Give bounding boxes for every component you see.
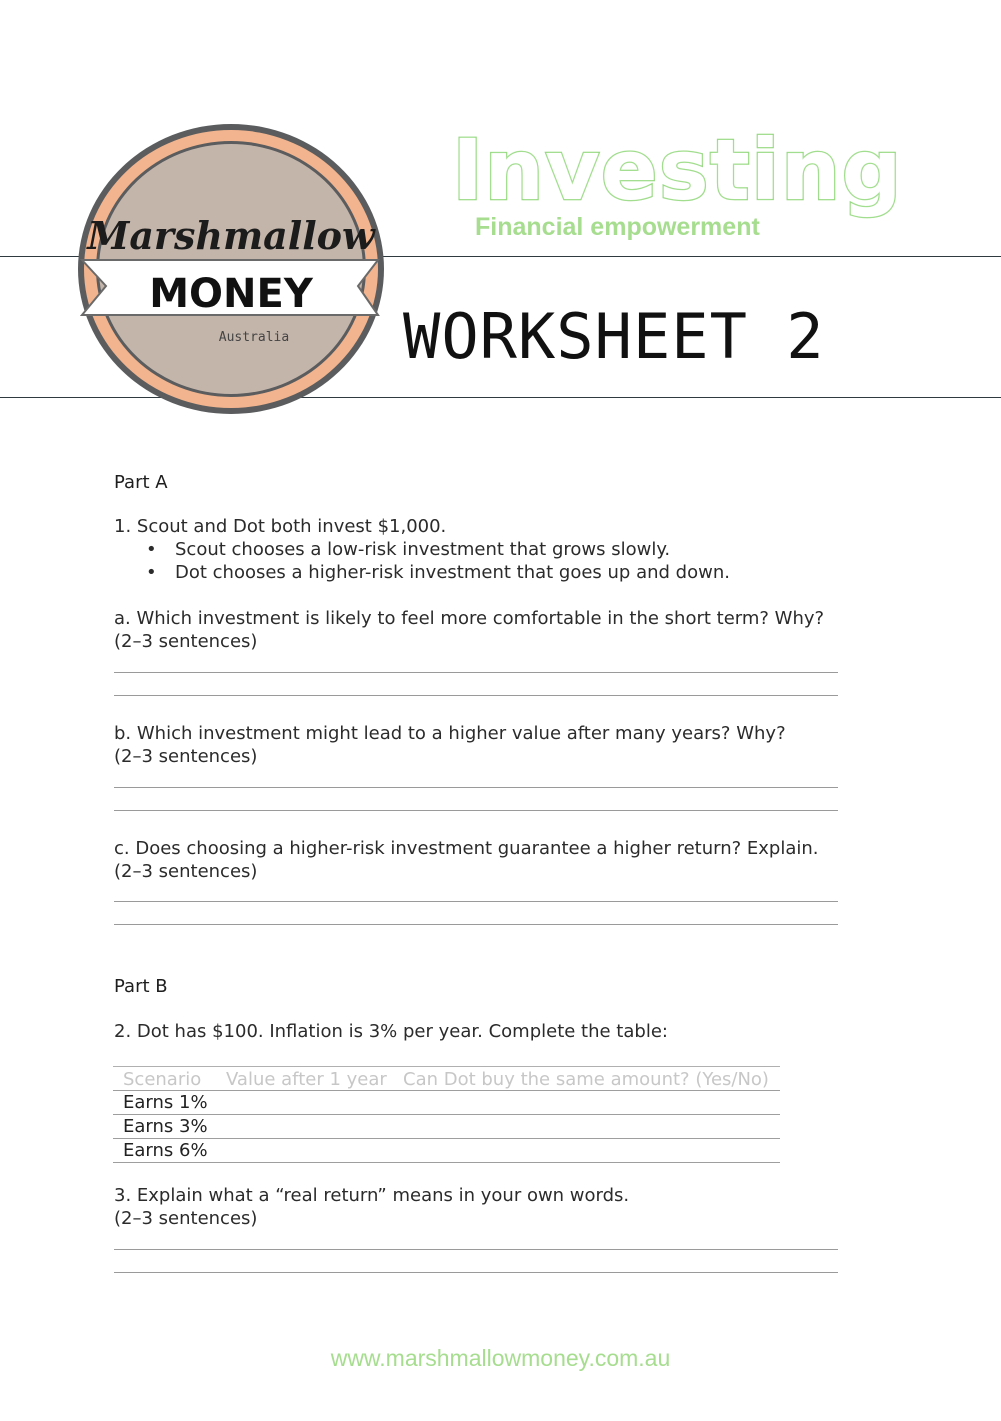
table-header-scenario: Scenario [123, 1069, 202, 1090]
table-row[interactable] [113, 1091, 780, 1115]
table-header-buy-same: Can Dot buy the same amount? (Yes/No) [403, 1069, 769, 1090]
list-item: • Scout chooses a low-risk investment that grows slowly. [114, 538, 730, 561]
question-3: 3. Explain what a “real return” means in your own words. [114, 1185, 630, 1206]
logo-country-text: Australia [218, 330, 290, 345]
question-1: 1. Scout and Dot both invest $1,000. [114, 516, 447, 537]
answer-line[interactable] [114, 1272, 838, 1273]
marshmallow-money-logo [76, 122, 386, 416]
footer-url[interactable]: www.marshmallowmoney.com.au [330, 1345, 671, 1371]
table-row[interactable] [113, 1139, 780, 1163]
question-b-hint: (2–3 sentences) [114, 746, 258, 767]
question-2: 2. Dot has $100. Inflation is 3% per year. Complete the table: [114, 1021, 668, 1042]
table-cell-scenario: Earns 6% [123, 1140, 208, 1161]
table-row[interactable] [113, 1115, 780, 1139]
answer-line[interactable] [114, 695, 838, 696]
table-header-row [113, 1066, 780, 1091]
answer-line[interactable] [114, 810, 838, 811]
part-b-heading: Part B [114, 976, 168, 997]
table-cell-scenario: Earns 1% [123, 1092, 208, 1113]
part-a-heading: Part A [114, 472, 168, 493]
logo-money-text: MONEY [149, 271, 313, 317]
answer-line[interactable] [114, 787, 838, 788]
question-c-hint: (2–3 sentences) [114, 861, 258, 882]
table-header-value: Value after 1 year [226, 1069, 387, 1090]
worksheet-label: WORKSHEET 2 [403, 300, 825, 373]
question-b: b. Which investment might lead to a higher value after many years? Why? [114, 723, 786, 744]
question-1-bullets [114, 538, 730, 584]
answer-line[interactable] [114, 924, 838, 925]
question-c: c. Does choosing a higher-risk investment guarantee a higher return? Explain. [114, 838, 819, 859]
page-title: Investing [452, 121, 903, 219]
answer-line[interactable] [114, 672, 838, 673]
list-item: • Dot chooses a higher-risk investment that goes up and down. [114, 561, 730, 584]
answer-line[interactable] [114, 1249, 838, 1250]
inflation-table [113, 1066, 780, 1163]
answer-line[interactable] [114, 901, 838, 902]
question-3-hint: (2–3 sentences) [114, 1208, 258, 1229]
logo-script-text: Marshmallow [87, 213, 375, 258]
page-subtitle: Financial empowerment [475, 213, 760, 241]
question-a-hint: (2–3 sentences) [114, 631, 258, 652]
table-cell-scenario: Earns 3% [123, 1116, 208, 1137]
question-a: a. Which investment is likely to feel more comfortable in the short term? Why? [114, 608, 825, 629]
